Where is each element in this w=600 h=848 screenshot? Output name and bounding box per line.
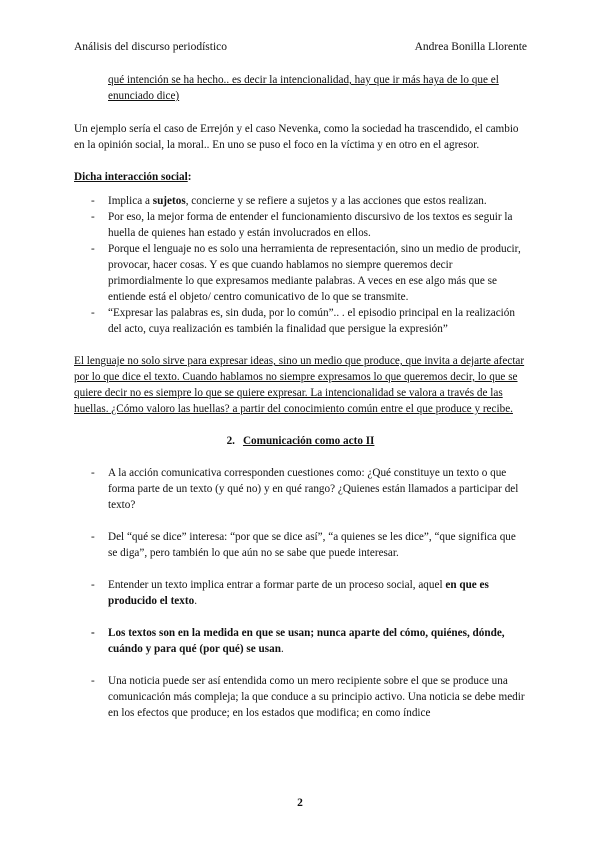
- continuation-text: qué intención se ha hecho.. es decir la intencionalidad, hay que ir más haya de lo que el enunciado dice): [108, 74, 499, 102]
- dash-bullet: -: [91, 675, 95, 687]
- section-2-title: Comunicación como acto II: [242, 435, 375, 447]
- page-number: 2: [297, 797, 303, 809]
- header-course-title: Análisis del discurso periodístico: [74, 41, 227, 53]
- list-item-text: .: [194, 595, 197, 607]
- list-item: [74, 577, 527, 609]
- dash-bullet: -: [91, 531, 95, 543]
- dash-bullet: -: [91, 195, 95, 207]
- dash-bullet: -: [91, 467, 95, 479]
- interaccion-list: [74, 193, 527, 337]
- list-item-text: Implica a: [108, 195, 153, 207]
- list-item-bold: Los textos son en la medida en que se usan; nunca aparte del cómo, quiénes, dónde, cuándo y para qué (por qué) se usan: [108, 627, 505, 655]
- list-item-text: , concierne y se refiere a sujetos y a las acciones que estos realizan.: [185, 195, 487, 207]
- example-paragraph: Un ejemplo sería el caso de Errejón y el caso Nevenka, como la sociedad ha trascendido, el cambio en la opinión social, la moral.. En uno se puso el foco en la víctima y en otro en el agresor.: [74, 123, 519, 151]
- underlined-paragraph: El lenguaje no solo sirve para expresar ideas, sino un medio que produce, que invita a dejarte afectar por lo que dice el texto. Cuando hablamos no siempre expresamos lo que queremos decir, lo que se quiere decir no es siempre lo que se quiere expresar. La intencionalidad se valora a través de las huellas. ¿Cómo valoro las huellas? a partir del conocimiento común entre el que produce y recibe.: [74, 355, 525, 415]
- list-item: [74, 465, 527, 513]
- section-heading-text: Dicha interacción social: [74, 171, 188, 183]
- section-heading-interaccion: [74, 169, 527, 185]
- header-author: Andrea Bonilla Llorente: [414, 41, 527, 53]
- list-item-bold: sujetos: [152, 195, 186, 207]
- list-item-text: Entender un texto implica entrar a formar parte de un proceso social, aquel: [108, 579, 446, 591]
- list-item-text: Porque el lenguaje no es solo una herramienta de representación, sino un medio de producir, provocar, hacer cosas. Y es que cuando hablamos no siempre queremos decir primordialmente lo que expresamos mediante palabras. A veces en ese algo más que se entiende está el objeto/ centro comunicativo de lo que se transmite.: [108, 243, 521, 303]
- list-item: [74, 241, 527, 305]
- comunicacion-list: [74, 465, 527, 721]
- list-item-text: A la acción comunicativa corresponden cuestiones como: ¿Qué constituye un texto o que forma parte de un texto (y qué no) y en qué rango? ¿Quienes están llamados a participar del texto?: [108, 467, 519, 511]
- section-2-heading: [74, 433, 527, 449]
- list-item-text: “Expresar las palabras es, sin duda, por lo común”.. . el episodio principal en la realización del acto, cuya realización es también la finalidad que persigue la expresión”: [108, 307, 515, 335]
- list-item-text: Del “qué se dice” interesa: “por que se dice así”, “a quienes se les dice”, “que significa que se diga”, pero también lo que aún no se sabe que puede interesar.: [108, 531, 516, 559]
- dash-bullet: -: [91, 243, 95, 255]
- list-item-bold: en que es producido el texto: [108, 579, 489, 607]
- list-item: [74, 305, 527, 337]
- list-item: [74, 625, 527, 657]
- list-item-text: Una noticia puede ser así entendida como un mero recipiente sobre el que se produce una comunicación más compleja; la que conduce a su principio activo. Una noticia se debe medir en los efectos que produce; en los estados que modifica; en como índice: [108, 675, 525, 719]
- dash-bullet: -: [91, 627, 95, 639]
- list-item: [74, 209, 527, 241]
- dash-bullet: -: [91, 579, 95, 591]
- dash-bullet: -: [91, 211, 95, 223]
- section-heading-colon: :: [187, 171, 192, 183]
- dash-bullet: -: [91, 307, 95, 319]
- list-item-text: Por eso, la mejor forma de entender el funcionamiento discursivo de los textos es seguir la huella de quienes han estado y están involucrados en ellos.: [108, 211, 513, 239]
- list-item: [74, 193, 527, 209]
- section-2-number: 2.: [226, 435, 235, 447]
- list-item-text: .: [280, 643, 284, 655]
- list-item: [74, 673, 527, 721]
- list-item: [74, 529, 527, 561]
- page-content: [74, 72, 527, 721]
